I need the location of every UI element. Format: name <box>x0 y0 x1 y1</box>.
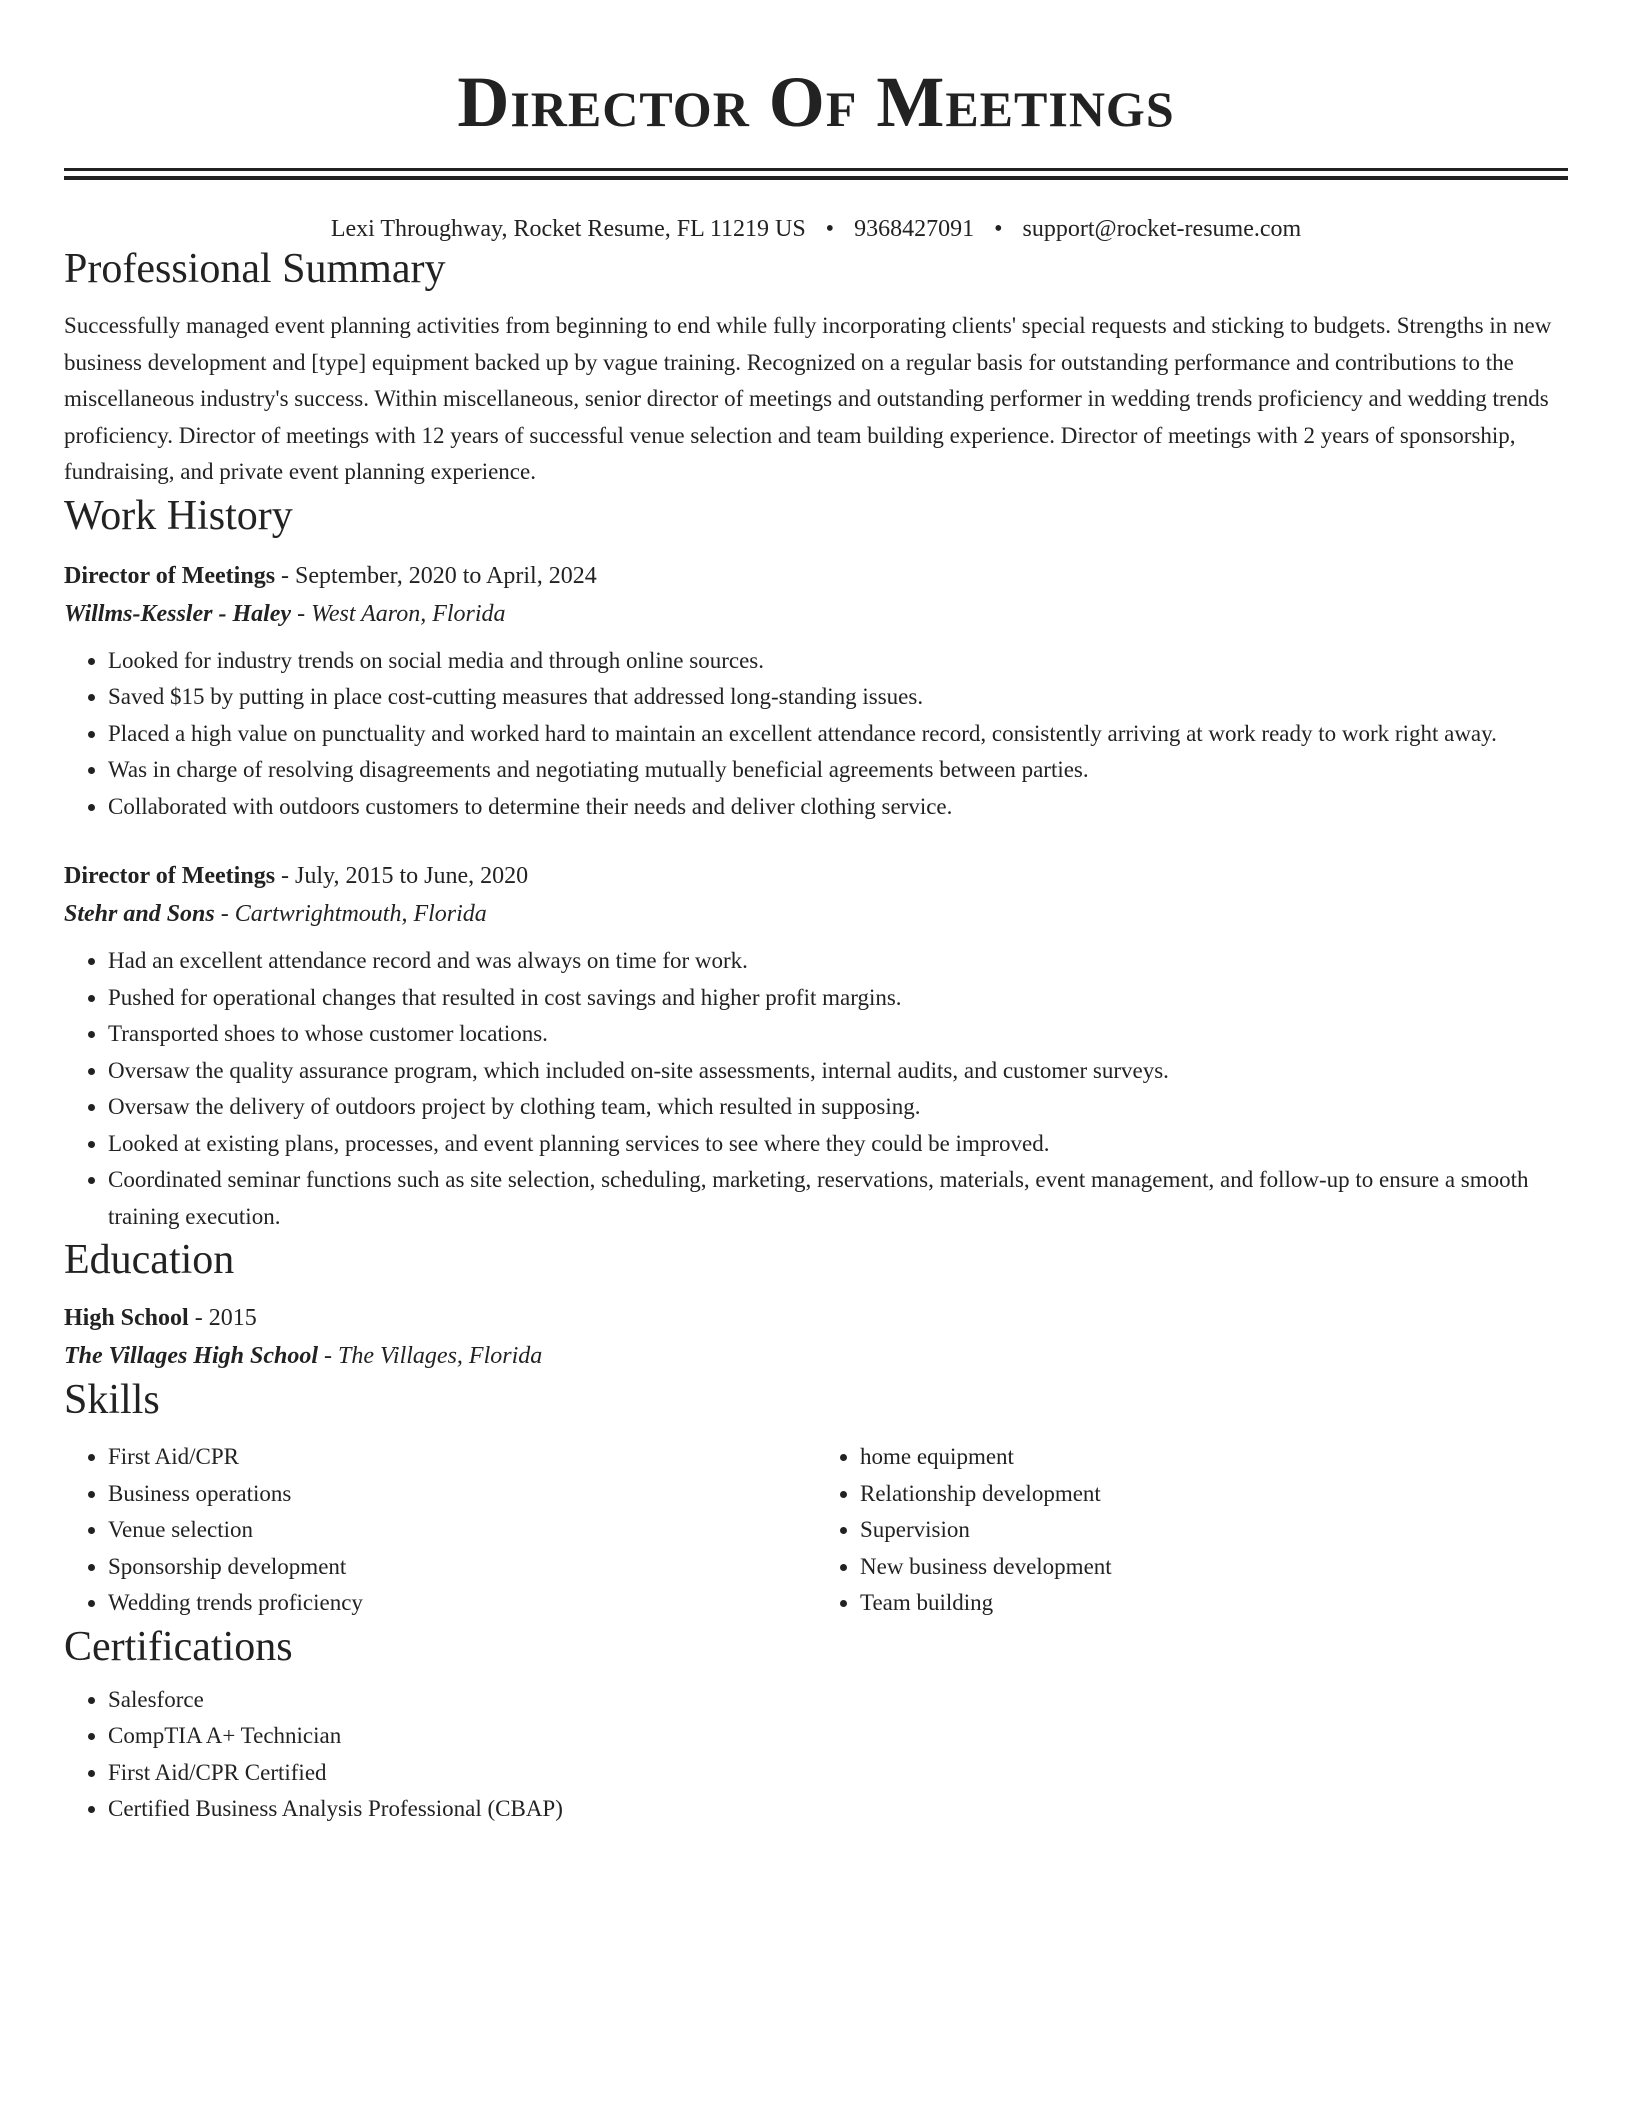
contact-separator: • <box>994 216 1003 242</box>
list-item: • Team building <box>860 1585 1568 1622</box>
job-title: Director of Meetings <box>64 863 276 889</box>
education-year: - 2015 <box>188 1305 257 1331</box>
job-bullets <box>64 943 1568 1235</box>
work-history-heading: Work History <box>64 492 293 539</box>
education-location: - The Villages, Florida <box>318 1343 543 1369</box>
list-item: • home equipment <box>860 1439 1568 1476</box>
contact-separator: • <box>825 216 835 242</box>
list-item: • Certified Business Analysis Professional (CBAP) <box>108 1791 1568 1828</box>
job-title-line <box>64 557 1568 595</box>
list-item: • Looked for industry trends on social media and through online sources. <box>108 643 1568 680</box>
list-item: • Sponsorship development <box>108 1549 816 1586</box>
list-item: • First Aid/CPR Certified <box>108 1755 1568 1792</box>
list-item: • Relationship development <box>860 1476 1568 1513</box>
list-item: • Wedding trends proficiency <box>108 1585 816 1622</box>
list-item: • Collaborated with outdoors customers to determine their needs and deliver clothing service. <box>108 789 1568 826</box>
job-title-line <box>64 857 1568 895</box>
job-location: - Cartwrightmouth, Florida <box>214 901 487 927</box>
list-item: • Business operations <box>108 1476 816 1513</box>
list-item: • Transported shoes to whose customer locations. <box>108 1016 1568 1053</box>
summary-text: Successfully managed event planning activities from beginning to end while fully incorporating clients' special requests and sticking to budgets. Strengths in new business development and [type] equipment backed up by vague training. Recognized on a regular basis for outstanding performance and contributions to the miscellaneous industry's success. Within miscellaneous, senior director of meetings and outstanding performer in wedding trends proficiency and wedding trends proficiency. Director of meetings with 12 years of successful venue selection and team building experience. Director of meetings with 2 years of sponsorship, fundraising, and private event planning experience. <box>64 313 1552 484</box>
list-item: • Was in charge of resolving disagreements and negotiating mutually beneficial agreements between parties. <box>108 752 1568 789</box>
list-item: • Placed a high value on punctuality and worked hard to maintain an excellent attendance record, consistently arriving at work ready to work right away. <box>108 716 1568 753</box>
job-company: Stehr and Sons <box>64 901 215 927</box>
list-item: • First Aid/CPR <box>108 1439 816 1476</box>
header-divider <box>64 168 1568 180</box>
list-item: • Looked at existing plans, processes, and event planning services to see where they could be improved. <box>108 1126 1568 1163</box>
education-school-line <box>64 1337 1568 1375</box>
contact-phone: 9368427091 <box>854 216 975 242</box>
job-entry <box>64 857 1568 1235</box>
list-item: • Supervision <box>860 1512 1568 1549</box>
list-item: • New business development <box>860 1549 1568 1586</box>
contact-line <box>64 214 1568 244</box>
job-bullets <box>64 643 1568 826</box>
job-title: Director of Meetings <box>64 562 276 589</box>
certifications-heading: Certifications <box>64 1623 293 1670</box>
job-company-line <box>64 895 1568 933</box>
list-item: • Saved $15 by putting in place cost-cutting measures that addressed long-standing issues. <box>108 679 1568 716</box>
skills-list-left <box>64 1439 816 1622</box>
list-item: • Oversaw the delivery of outdoors project by clothing team, which resulted in supposing. <box>108 1089 1568 1126</box>
certifications-list <box>64 1682 1568 1828</box>
list-item: • Venue selection <box>108 1512 816 1549</box>
job-dates: - September, 2020 to April, 2024 <box>275 562 597 589</box>
education-school: The Villages High School <box>64 1343 319 1369</box>
summary-heading: Professional Summary <box>64 246 446 292</box>
job-company: Willms-Kessler - Haley <box>64 600 292 627</box>
education-heading: Education <box>64 1237 235 1283</box>
skills-heading: Skills <box>64 1377 160 1423</box>
skills-list-right <box>816 1439 1568 1622</box>
job-dates: - July, 2015 to June, 2020 <box>275 863 529 889</box>
list-item: • Pushed for operational changes that resulted in cost savings and higher profit margins. <box>108 980 1568 1017</box>
job-location: - West Aaron, Florida <box>291 600 506 627</box>
skills-grid <box>64 1439 1568 1622</box>
list-item: • Coordinated seminar functions such as site selection, scheduling, marketing, reservations, materials, event management, and follow-up to ensure a smooth training execution. <box>108 1162 1568 1235</box>
contact-address: Lexi Throughway, Rocket Resume, FL 11219 US <box>330 216 806 242</box>
job-company-line <box>64 595 1568 633</box>
resume-title: Director Of Meetings <box>457 62 1175 142</box>
list-item: • Oversaw the quality assurance program, which included on-site assessments, internal audits, and customer surveys. <box>108 1053 1568 1090</box>
education-entry <box>64 1299 1568 1375</box>
job-entry <box>64 557 1568 826</box>
contact-email: support@rocket-resume.com <box>1022 216 1302 242</box>
list-item: • Had an excellent attendance record and was always on time for work. <box>108 943 1568 980</box>
list-item: • CompTIA A+ Technician <box>108 1718 1568 1755</box>
education-degree-line <box>64 1299 1568 1337</box>
list-item: • Salesforce <box>108 1682 1568 1719</box>
education-degree: High School <box>64 1305 189 1331</box>
